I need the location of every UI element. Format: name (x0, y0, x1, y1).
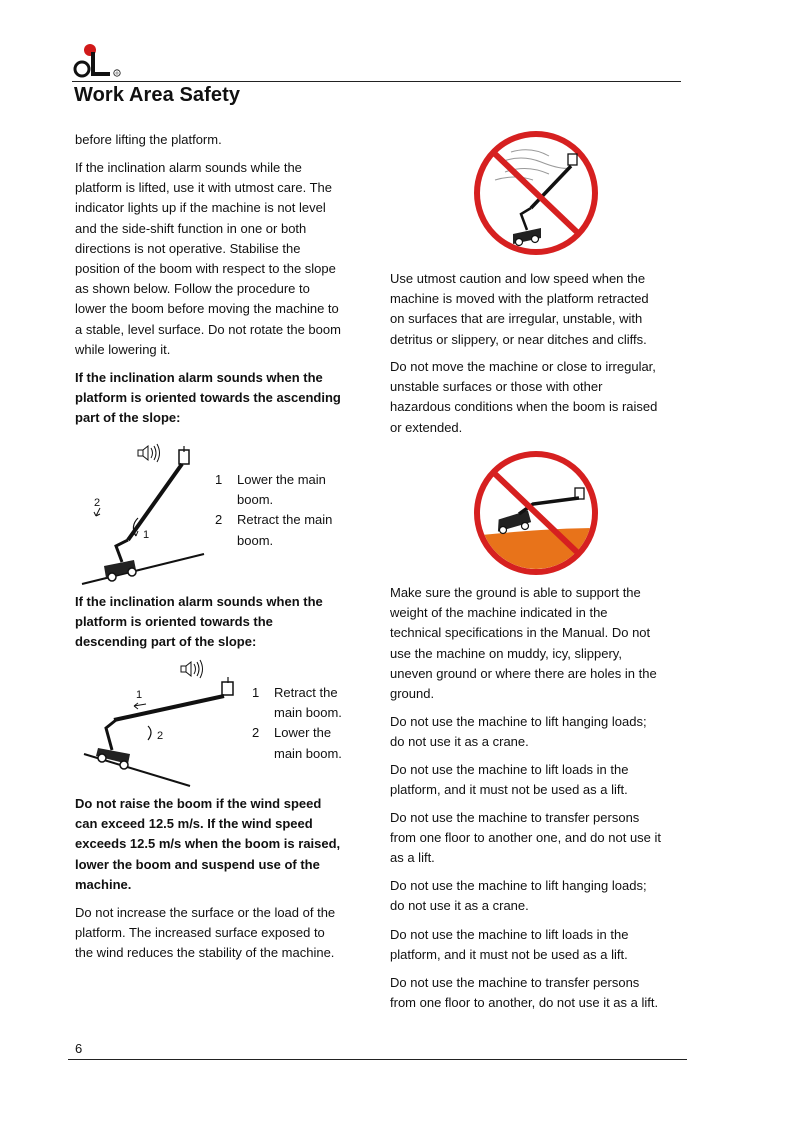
descending-steps-list (252, 683, 372, 764)
header-rule (72, 81, 681, 82)
text-line: before lifting the platform. (75, 132, 222, 147)
text-line: lower the boom before moving the machine to (75, 301, 339, 317)
text-line: technical specifications in the Manual. Do not (390, 625, 651, 641)
text-line: as a lift. (390, 850, 435, 866)
no-wind-prohibition-icon (471, 128, 601, 258)
text-line: weight of the machine indicated in the (390, 605, 608, 621)
ascending-steps-list (215, 470, 365, 551)
figure-label-1: 1 (143, 529, 150, 541)
text-line: from one floor to another one, and do not use it (390, 830, 662, 846)
text-line: platform. The increased surface exposed to (75, 925, 325, 941)
text-line: Do not use the machine to lift hanging loads; (390, 714, 647, 729)
text-line: platform, and it must not be used as a lift. (390, 947, 628, 963)
left-para-1 (75, 130, 367, 150)
text-line: lower the boom and suspend use of the (75, 856, 320, 872)
text-line: detritus or slippery, or near ditches and cliffs. (390, 331, 647, 347)
ascending-slope-heading (75, 368, 367, 429)
step-text: Lower the main (237, 472, 326, 487)
text-line: If the inclination alarm sounds when the (75, 594, 323, 609)
ascending-slope-illustration (76, 436, 206, 588)
company-logo (72, 42, 128, 80)
text-line: do not use it as a crane. (390, 734, 529, 750)
text-line: position of the boom with respect to the slope (75, 261, 336, 277)
text-line: a stable, level surface. Do not rotate the boom (75, 321, 341, 337)
right-para-5 (390, 760, 686, 800)
page-number: 6 (75, 1041, 83, 1056)
text-line: Do not raise the boom if the wind speed (75, 796, 322, 811)
figure-label-1: 1 (136, 689, 143, 701)
text-line: Do not use the machine to lift loads in the (390, 762, 629, 777)
text-line: indicator lights up if the machine is not level (75, 200, 326, 216)
text-line: Do not move the machine or close to irregular, (390, 359, 656, 374)
text-line: on surfaces that are irregular, unstable, with (390, 311, 643, 327)
text-line: directions is not operative. Stabilise the (75, 240, 301, 256)
right-para-2 (390, 357, 686, 438)
step-item (215, 470, 365, 510)
text-line: machine is moved with the platform retracted (390, 291, 649, 307)
step-text: Retract the (274, 685, 338, 700)
text-line: platform is oriented towards the ascending (75, 390, 341, 406)
descending-slope-heading (75, 592, 367, 653)
text-line: platform, and it must not be used as a lift. (390, 782, 628, 798)
text-line: platform is lifted, use it with utmost care. The (75, 180, 332, 196)
right-para-6 (390, 808, 686, 869)
step-number: 2 (215, 512, 223, 528)
wind-speed-warning (75, 794, 367, 895)
text-line: use the machine on muddy, icy, slippery, (390, 645, 622, 661)
step-item (215, 510, 365, 550)
descending-slope-illustration (78, 656, 248, 790)
text-line: Do not use the machine to lift hanging loads; (390, 878, 647, 893)
text-line: unstable surfaces or those with other (390, 379, 603, 395)
step-text: main boom. (274, 705, 342, 721)
text-line: exceeds 12.5 m/s when the boom is raised, (75, 836, 341, 852)
left-para-2 (75, 158, 367, 360)
left-para-3 (75, 903, 367, 964)
right-para-7 (390, 876, 686, 916)
text-line: platform is oriented towards the (75, 614, 273, 630)
text-line: or extended. (390, 419, 463, 435)
text-line: ground. (390, 686, 435, 702)
text-line: part of the slope: (75, 410, 181, 426)
text-line: do not use it as a crane. (390, 898, 529, 914)
text-line: machine. (75, 876, 132, 892)
page-title: Work Area Safety (74, 84, 241, 106)
text-line: the wind reduces the stability of the machine. (75, 945, 335, 961)
step-text: main boom. (274, 745, 342, 761)
text-line: hazardous conditions when the boom is raised (390, 399, 658, 415)
text-line: as shown below. Follow the procedure to (75, 281, 310, 297)
right-para-9 (390, 973, 686, 1013)
step-number: 1 (215, 472, 223, 487)
step-text: Lower the (274, 725, 332, 741)
right-para-1 (390, 269, 686, 350)
alarm-speaker-icon (181, 660, 203, 678)
step-item (252, 683, 372, 723)
step-text: Retract the main (237, 512, 333, 528)
right-para-3 (390, 583, 686, 704)
text-line: from one floor to another, do not use it as a lift. (390, 995, 659, 1011)
step-text: boom. (237, 532, 274, 548)
step-number: 2 (252, 725, 260, 741)
text-line: descending part of the slope: (75, 634, 257, 650)
registered-mark: ® (115, 71, 119, 76)
text-line: can exceed 12.5 m/s. If the wind speed (75, 816, 313, 832)
step-text: boom. (237, 492, 274, 508)
text-line: If the inclination alarm sounds while the (75, 160, 302, 175)
text-line: while lowering it. (75, 341, 171, 357)
text-line: Do not use the machine to transfer persons (390, 975, 640, 990)
no-unstable-ground-prohibition-icon (471, 448, 601, 578)
text-line: Do not use the machine to transfer persons (390, 810, 640, 825)
text-line: Do not use the machine to lift loads in the (390, 927, 629, 942)
text-line: and the side-shift function in one or both (75, 220, 307, 236)
text-line: uneven ground or where there are holes in the (390, 665, 657, 681)
alarm-speaker-icon (138, 444, 160, 462)
text-line: Make sure the ground is able to support the (390, 585, 641, 600)
text-line: Use utmost caution and low speed when the (390, 271, 646, 286)
text-line: If the inclination alarm sounds when the (75, 370, 323, 385)
figure-label-2: 2 (94, 497, 101, 509)
text-line: Do not increase the surface or the load of the (75, 905, 336, 920)
figure-label-2: 2 (157, 730, 164, 742)
right-para-8 (390, 925, 686, 965)
step-item (252, 723, 372, 763)
footer-rule (68, 1059, 687, 1060)
step-number: 1 (252, 685, 260, 700)
right-para-4 (390, 712, 686, 752)
